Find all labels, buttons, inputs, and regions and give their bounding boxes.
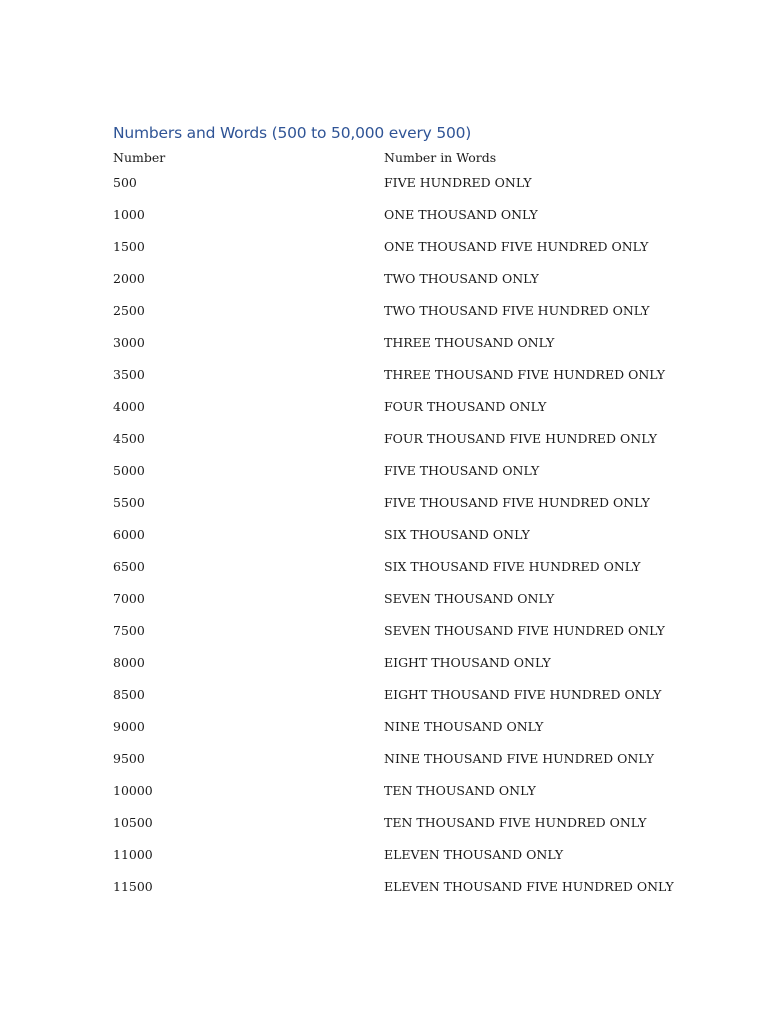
page-title: Numbers and Words (500 to 50,000 every 500)	[113, 124, 472, 142]
table-row	[113, 335, 673, 367]
number-cell: 6500	[113, 559, 145, 574]
table-header-row	[113, 150, 673, 175]
words-cell: TWO THOUSAND ONLY	[384, 271, 539, 286]
words-cell: FOUR THOUSAND FIVE HUNDRED ONLY	[384, 431, 657, 446]
number-cell: 10000	[113, 783, 153, 798]
number-cell: 8000	[113, 655, 145, 670]
number-cell: 11500	[113, 879, 153, 894]
words-cell: TEN THOUSAND ONLY	[384, 783, 536, 798]
words-cell: FIVE THOUSAND FIVE HUNDRED ONLY	[384, 495, 650, 510]
words-cell: FOUR THOUSAND ONLY	[384, 399, 547, 414]
table-row	[113, 463, 673, 495]
number-cell: 2500	[113, 303, 145, 318]
words-cell: FIVE HUNDRED ONLY	[384, 175, 532, 190]
words-cell: NINE THOUSAND ONLY	[384, 719, 544, 734]
number-cell: 5500	[113, 495, 145, 510]
number-cell: 1500	[113, 239, 145, 254]
words-cell: TEN THOUSAND FIVE HUNDRED ONLY	[384, 815, 647, 830]
number-cell: 10500	[113, 815, 153, 830]
words-cell: THREE THOUSAND FIVE HUNDRED ONLY	[384, 367, 666, 382]
table-row	[113, 879, 673, 911]
table-row	[113, 527, 673, 559]
words-cell: NINE THOUSAND FIVE HUNDRED ONLY	[384, 751, 655, 766]
words-cell: SIX THOUSAND FIVE HUNDRED ONLY	[384, 559, 641, 574]
table-row	[113, 431, 673, 463]
table-row	[113, 591, 673, 623]
number-cell: 8500	[113, 687, 145, 702]
table-row	[113, 847, 673, 879]
words-cell: FIVE THOUSAND ONLY	[384, 463, 540, 478]
number-cell: 4000	[113, 399, 145, 414]
number-cell: 5000	[113, 463, 145, 478]
number-cell: 3500	[113, 367, 145, 382]
words-cell: SEVEN THOUSAND ONLY	[384, 591, 555, 606]
words-cell: EIGHT THOUSAND FIVE HUNDRED ONLY	[384, 687, 662, 702]
words-cell: ONE THOUSAND ONLY	[384, 207, 538, 222]
table-row	[113, 623, 673, 655]
words-cell: THREE THOUSAND ONLY	[384, 335, 555, 350]
words-cell: TWO THOUSAND FIVE HUNDRED ONLY	[384, 303, 650, 318]
words-cell: ONE THOUSAND FIVE HUNDRED ONLY	[384, 239, 649, 254]
number-cell: 4500	[113, 431, 145, 446]
number-cell: 3000	[113, 335, 145, 350]
table-row	[113, 815, 673, 847]
table-row	[113, 175, 673, 207]
numbers-words-table	[113, 150, 673, 911]
table-row	[113, 655, 673, 687]
number-cell: 9000	[113, 719, 145, 734]
table-row	[113, 367, 673, 399]
number-cell: 6000	[113, 527, 145, 542]
words-cell: EIGHT THOUSAND ONLY	[384, 655, 551, 670]
number-cell: 11000	[113, 847, 153, 862]
column-header-number: Number	[113, 150, 166, 165]
number-cell: 9500	[113, 751, 145, 766]
number-cell: 500	[113, 175, 137, 190]
number-cell: 7000	[113, 591, 145, 606]
table-row	[113, 207, 673, 239]
number-cell: 7500	[113, 623, 145, 638]
words-cell: SIX THOUSAND ONLY	[384, 527, 530, 542]
table-row	[113, 751, 673, 783]
words-cell: ELEVEN THOUSAND ONLY	[384, 847, 564, 862]
table-row	[113, 239, 673, 271]
table-row	[113, 271, 673, 303]
table-row	[113, 687, 673, 719]
table-row	[113, 495, 673, 527]
table-row	[113, 303, 673, 335]
column-header-words: Number in Words	[384, 150, 497, 165]
table-row	[113, 559, 673, 591]
words-cell: SEVEN THOUSAND FIVE HUNDRED ONLY	[384, 623, 665, 638]
table-row	[113, 783, 673, 815]
number-cell: 1000	[113, 207, 145, 222]
words-cell: ELEVEN THOUSAND FIVE HUNDRED ONLY	[384, 879, 674, 894]
table-row	[113, 399, 673, 431]
number-cell: 2000	[113, 271, 145, 286]
table-row	[113, 719, 673, 751]
